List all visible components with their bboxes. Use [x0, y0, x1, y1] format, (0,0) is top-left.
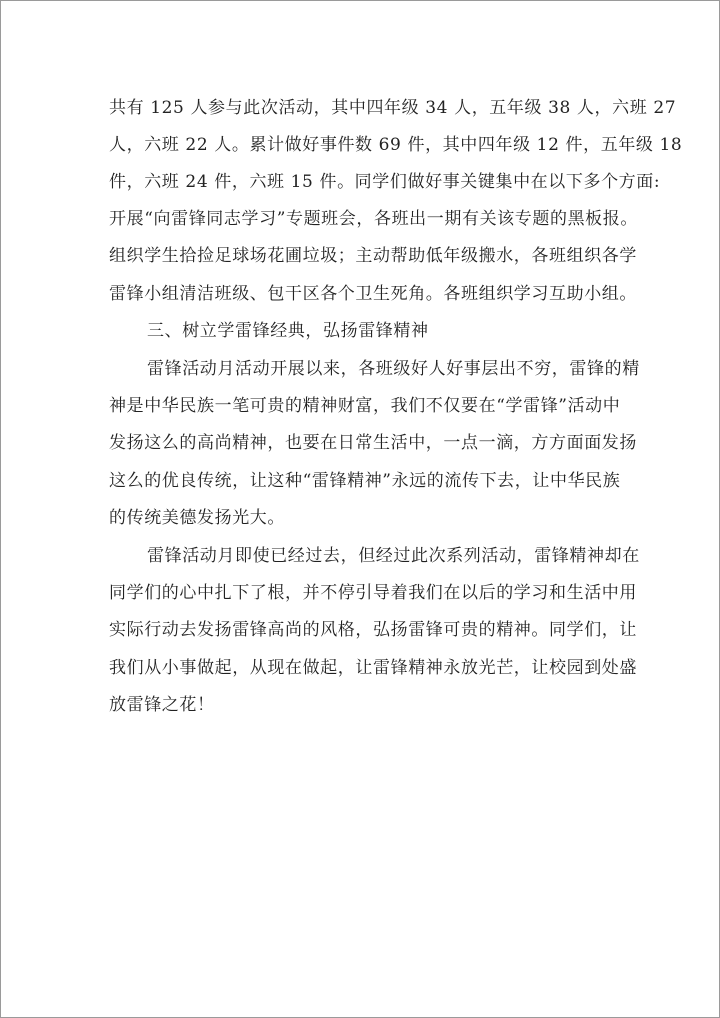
section-heading: 三、树立学雷锋经典，弘扬雷锋精神	[147, 321, 429, 341]
paragraph-line-5: 组织学生拾捡足球场花圃垃圾；主动帮助低年级搬水，各班组织各学	[109, 246, 637, 266]
paragraph-line-17: 放雷锋之花！	[109, 695, 215, 715]
paragraph-line-6: 雷锋小组清洁班级、包干区各个卫生死角。各班组织学习互助小组。	[109, 284, 637, 304]
paragraph-line-1: 共有 125 人参与此次活动，其中四年级 34 人，五年级 38 人，六班 27	[109, 98, 677, 118]
paragraph-line-13: 雷锋活动月即使已经过去，但经过此次系列活动，雷锋精神却在	[147, 546, 640, 566]
paragraph-line-3: 件，六班 24 件，六班 15 件。同学们做好事关键集中在以下多个方面:	[109, 172, 661, 192]
paragraph-line-16: 我们从小事做起，从现在做起，让雷锋精神永放光芒，让校园到处盛	[109, 658, 637, 678]
paragraph-line-9: 神是中华民族一笔可贵的精神财富，我们不仅要在“学雷锋”活动中	[109, 396, 621, 416]
paragraph-line-10: 发扬这么的高尚精神，也要在日常生活中，一点一滴，方方面面发扬	[109, 433, 637, 453]
paragraph-line-11: 这么的优良传统，让这种“雷锋精神”永远的流传下去，让中华民族	[109, 471, 621, 491]
paragraph-line-2: 人，六班 22 人。累计做好事件数 69 件，其中四年级 12 件，五年级 18	[109, 135, 683, 155]
paragraph-line-8: 雷锋活动月活动开展以来，各班级好人好事层出不穷，雷锋的精	[147, 359, 640, 379]
paragraph-line-15: 实际行动去发扬雷锋高尚的风格，弘扬雷锋可贵的精神。同学们，让	[109, 620, 637, 640]
paragraph-line-14: 同学们的心中扎下了根，并不停引导着我们在以后的学习和生活中用	[109, 583, 637, 603]
paragraph-line-12: 的传统美德发扬光大。	[109, 508, 285, 528]
paragraph-line-4: 开展“向雷锋同志学习”专题班会，各班出一期有关该专题的黑板报。	[109, 209, 638, 229]
